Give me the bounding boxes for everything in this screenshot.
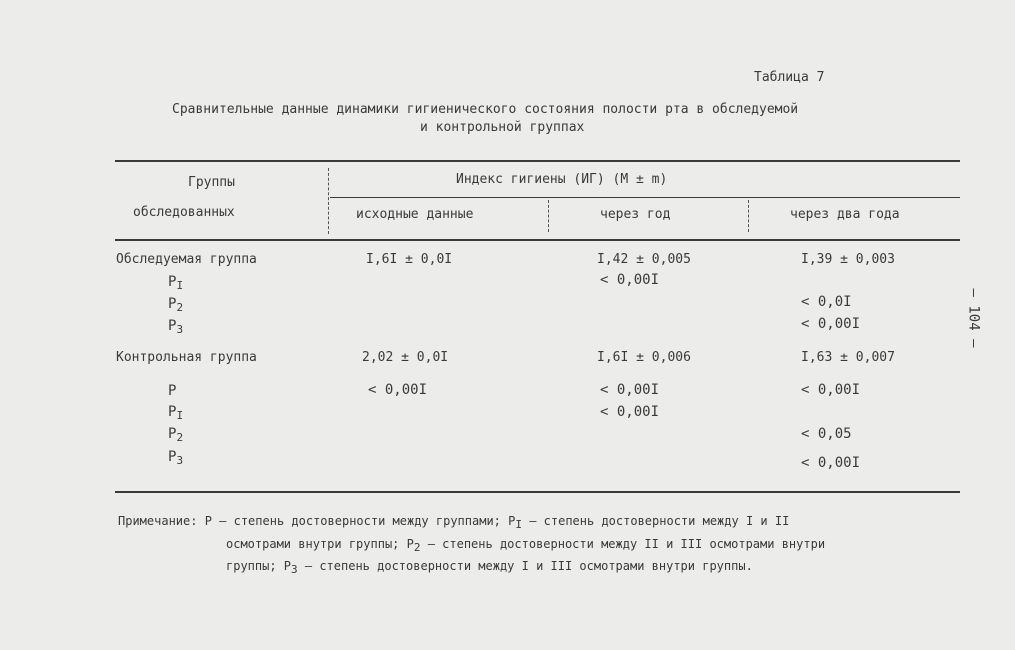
header-separator [328,168,329,234]
row-label: P [168,383,177,399]
row-label: Обследуемая группа [116,252,257,267]
row-label: Контрольная группа [116,350,257,365]
cell-value: < 0,00I [600,382,660,398]
row-label: $P_3$ [168,449,184,467]
cell-value: < 0,05 [801,426,852,442]
row-label: $P_I$ [168,404,184,422]
cell-value: I,42 ± 0,005 [597,252,691,267]
table-label: Таблица 7 [754,70,825,85]
row-label: $P_2$ [168,296,184,314]
column-header-year2: через два года [790,207,900,222]
row-label: $P_3$ [168,318,184,336]
cell-value: I,63 ± 0,007 [801,350,895,365]
cell-value: < 0,00I [600,272,660,288]
page-number: – 104 – [965,288,982,348]
cell-value: < 0,00I [368,382,428,398]
header-separator [748,200,749,232]
cell-value: < 0,00I [600,404,660,420]
column-header-baseline: исходные данные [356,207,474,222]
column-header-year1: через год [600,207,671,222]
footnote-line3: группы; $P_3$ – степень достоверности между I и III осмотрами внутри группы. [226,559,753,576]
header-bottom-rule [115,239,960,241]
table-caption-line2: и контрольной группах [420,120,585,135]
cell-value: < 0,00I [801,316,861,332]
row-label: $P_2$ [168,426,184,444]
index-header: Индекс гигиены (ИГ) (М ± m) [456,172,668,187]
cell-value: I,6I ± 0,0I [366,252,453,267]
header-inner-rule [330,197,960,198]
table-top-rule [115,160,960,162]
cell-value: < 0,00I [801,455,861,471]
group-column-header: обследованных [133,205,235,220]
header-separator [548,200,549,232]
table-caption-line1: Сравнительные данные динамики гигиенического состояния полости рта в обследуемой [172,102,799,117]
cell-value: < 0,00I [801,382,861,398]
table-bottom-rule [115,491,960,493]
cell-value: I,6I ± 0,006 [597,350,691,365]
cell-value: I,39 ± 0,003 [801,252,895,267]
footnote-line1: Примечание: P – степень достоверности между группами; $P_I$ – степень достоверности между I и II [118,514,790,531]
row-label: $P_I$ [168,274,184,292]
cell-value: 2,02 ± 0,0I [362,350,449,365]
footnote-line2: осмотрами внутри группы; $P_2$ – степень достоверности между II и III осмотрами внутри [226,537,826,554]
group-column-header: Группы [188,175,235,190]
cell-value: < 0,0I [801,294,852,310]
